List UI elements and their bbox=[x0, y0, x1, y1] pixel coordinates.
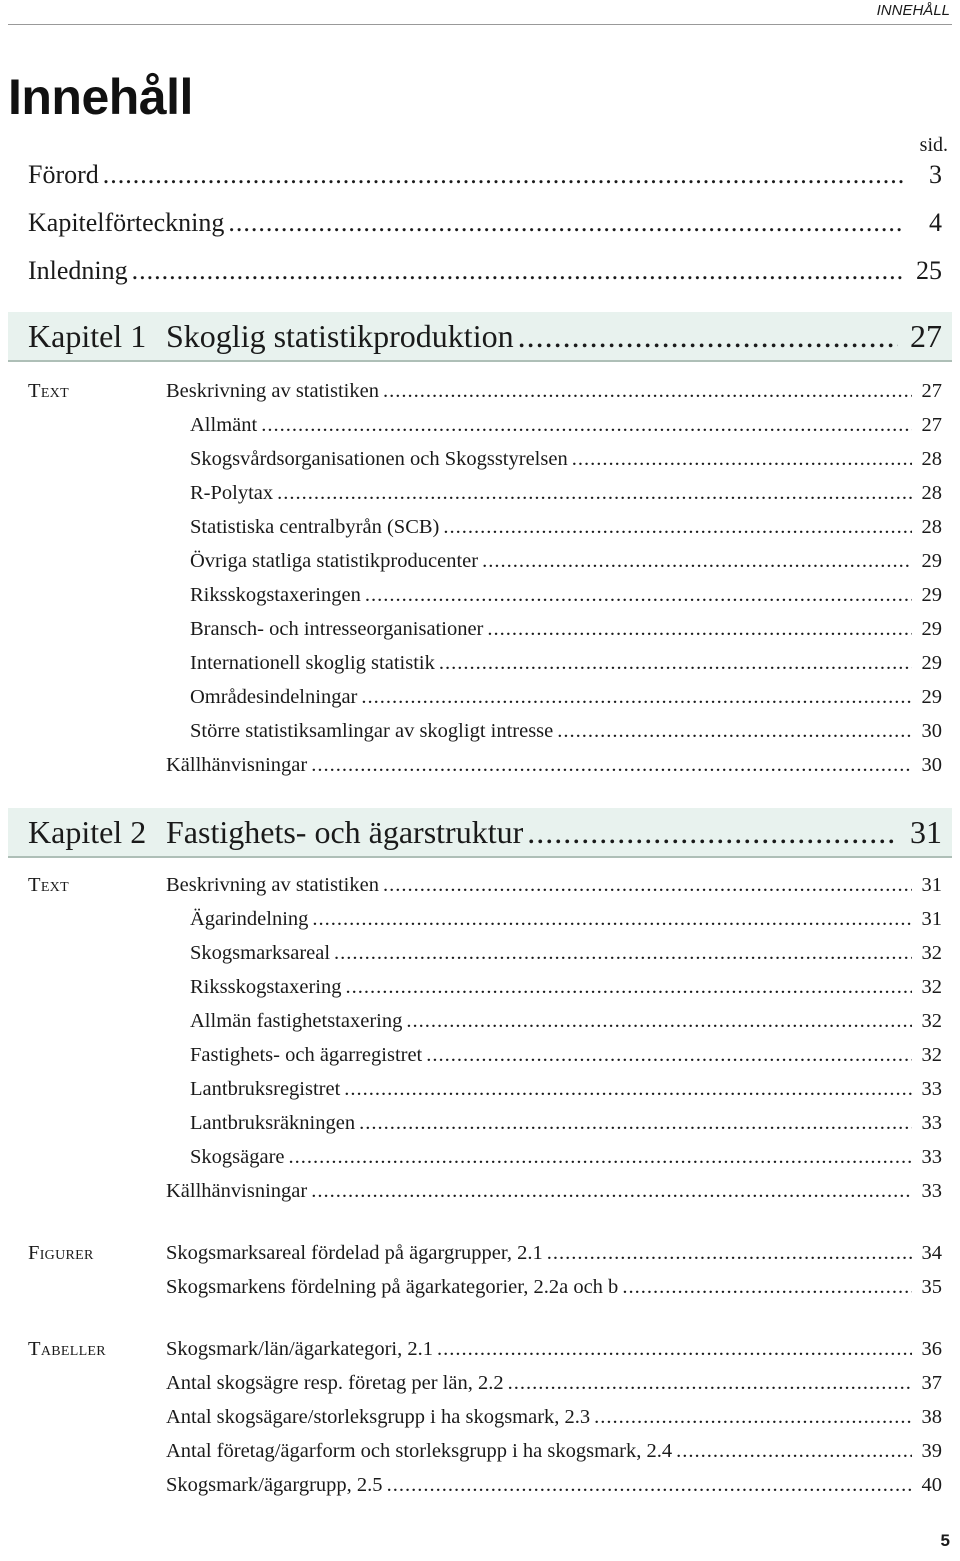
leader-dots bbox=[312, 908, 912, 931]
toc-entry[interactable] bbox=[190, 482, 942, 505]
leader-dots bbox=[103, 160, 904, 190]
chapter-page: 27 bbox=[910, 318, 942, 354]
toc-entry-table[interactable] bbox=[166, 1440, 942, 1463]
chapter-title: Skoglig statistikproduktion bbox=[166, 318, 514, 354]
leader-dots bbox=[437, 1338, 912, 1361]
chapter-title: Fastighets- och ägarstruktur bbox=[166, 814, 524, 850]
leader-dots bbox=[406, 1010, 912, 1033]
toc-entry-label: Skogsvårdsorganisationen och Skogsstyrelsen bbox=[190, 448, 568, 470]
toc-entry-label: Skogsmark/län/ägarkategori, 2.1 bbox=[166, 1338, 434, 1360]
toc-entry-label: Antal företag/ägarform och storleksgrupp i ha skogsmark, 2.4 bbox=[166, 1440, 673, 1462]
toc-entry[interactable] bbox=[166, 1180, 942, 1203]
toc-entry[interactable] bbox=[190, 618, 942, 641]
toc-entry-label: Källhänvisningar bbox=[166, 1180, 308, 1202]
toc-entry-label: Förord bbox=[28, 160, 99, 189]
toc-entry[interactable] bbox=[166, 754, 942, 777]
toc-entry-page: 37 bbox=[921, 1372, 942, 1394]
toc-entry-label: Inledning bbox=[28, 256, 128, 285]
leader-dots bbox=[487, 618, 912, 641]
toc-entry-page: 27 bbox=[921, 380, 942, 402]
toc-entry-page: 29 bbox=[921, 686, 942, 708]
section-label-tables: Tabeller bbox=[28, 1338, 106, 1360]
toc-entry-label: Större statistiksamlingar av skogligt intresse bbox=[190, 720, 554, 742]
leader-dots bbox=[359, 1112, 912, 1135]
toc-entry-label: Skogsmarksareal bbox=[190, 942, 331, 964]
toc-entry-page: 30 bbox=[921, 720, 942, 742]
toc-entry-label: Antal skogsägre resp. företag per län, 2.2 bbox=[166, 1372, 504, 1394]
leader-dots bbox=[518, 318, 898, 355]
toc-entry-figure[interactable] bbox=[166, 1242, 942, 1265]
toc-entry-page: 28 bbox=[921, 516, 942, 538]
toc-entry-page: 3 bbox=[929, 160, 942, 189]
leader-dots bbox=[557, 720, 912, 743]
leader-dots bbox=[572, 448, 912, 471]
toc-entry-page: 33 bbox=[921, 1078, 942, 1100]
toc-entry-page: 35 bbox=[921, 1276, 942, 1298]
toc-entry-page: 33 bbox=[921, 1112, 942, 1134]
toc-entry-table[interactable] bbox=[166, 1474, 942, 1497]
toc-entry-page: 25 bbox=[916, 256, 942, 285]
toc-entry-label: Bransch- och intresseorganisationer bbox=[190, 618, 484, 640]
leader-dots bbox=[228, 208, 904, 238]
toc-entry-page: 28 bbox=[921, 482, 942, 504]
leader-dots bbox=[345, 976, 912, 999]
toc-entry-label: Riksskogstaxering bbox=[190, 976, 342, 998]
toc-entry-label: Övriga statliga statistikproducenter bbox=[190, 550, 479, 572]
leader-dots bbox=[443, 516, 912, 539]
toc-entry-page: 32 bbox=[921, 976, 942, 998]
leader-dots bbox=[383, 874, 912, 897]
toc-entry-kapitelforteckning[interactable] bbox=[28, 208, 942, 238]
chapter-heading-2[interactable] bbox=[8, 808, 952, 858]
toc-entry[interactable] bbox=[190, 550, 942, 573]
toc-entry[interactable] bbox=[190, 584, 942, 607]
leader-dots bbox=[439, 652, 912, 675]
toc-entry[interactable] bbox=[166, 874, 942, 897]
leader-dots bbox=[365, 584, 912, 607]
leader-dots bbox=[344, 1078, 912, 1101]
toc-entry-page: 32 bbox=[921, 1010, 942, 1032]
toc-entry[interactable] bbox=[190, 1146, 942, 1169]
toc-entry-label: Antal skogsägare/storleksgrupp i ha skogsmark, 2.3 bbox=[166, 1406, 591, 1428]
toc-entry-page: 28 bbox=[921, 448, 942, 470]
chapter-number: Kapitel 1 bbox=[28, 318, 147, 354]
leader-dots bbox=[676, 1440, 912, 1463]
toc-entry-page: 31 bbox=[921, 874, 942, 896]
leader-dots bbox=[527, 814, 898, 851]
toc-entry-page: 32 bbox=[921, 942, 942, 964]
toc-entry-label: Ägarindelning bbox=[190, 908, 309, 930]
chapter-number: Kapitel 2 bbox=[28, 814, 147, 850]
chapter-page: 31 bbox=[910, 814, 942, 850]
toc-entry-page: 29 bbox=[921, 618, 942, 640]
toc-entry-page: 30 bbox=[921, 754, 942, 776]
toc-entry-label: Beskrivning av statistiken bbox=[166, 874, 379, 896]
toc-entry[interactable] bbox=[190, 720, 942, 743]
toc-entry-label: Fastighets- och ägarregistret bbox=[190, 1044, 423, 1066]
toc-entry-label: Skogsägare bbox=[190, 1146, 285, 1168]
page-column-label: sid. bbox=[919, 134, 948, 156]
leader-dots bbox=[622, 1276, 912, 1299]
toc-entry-page: 29 bbox=[921, 584, 942, 606]
toc-entry-page: 29 bbox=[921, 652, 942, 674]
toc-entry-label: Riksskogstaxeringen bbox=[190, 584, 361, 606]
section-label-text: Text bbox=[28, 380, 69, 402]
leader-dots bbox=[361, 686, 912, 709]
leader-dots bbox=[383, 380, 912, 403]
toc-entry-forord[interactable] bbox=[28, 160, 942, 190]
toc-entry-page: 38 bbox=[921, 1406, 942, 1428]
section-label-figures: Figurer bbox=[28, 1242, 94, 1264]
toc-entry-label: Källhänvisningar bbox=[166, 754, 308, 776]
toc-entry-page: 32 bbox=[921, 1044, 942, 1066]
toc-entry-label: R-Polytax bbox=[190, 482, 274, 504]
toc-entry[interactable] bbox=[190, 414, 942, 437]
leader-dots bbox=[334, 942, 912, 965]
page-number: 5 bbox=[940, 1531, 950, 1550]
toc-entry-inledning[interactable] bbox=[28, 256, 942, 286]
toc-entry-table[interactable] bbox=[166, 1406, 942, 1429]
toc-entry[interactable] bbox=[190, 516, 942, 539]
toc-entry[interactable] bbox=[190, 1010, 942, 1033]
chapter-heading-1[interactable] bbox=[8, 312, 952, 362]
toc-entry-label: Lantbruksräkningen bbox=[190, 1112, 356, 1134]
toc-entry[interactable] bbox=[190, 908, 942, 931]
leader-dots bbox=[387, 1474, 912, 1497]
toc-entry-page: 39 bbox=[921, 1440, 942, 1462]
toc-entry[interactable] bbox=[190, 1078, 942, 1101]
toc-entry-page: 4 bbox=[929, 208, 942, 237]
toc-entry-page: 31 bbox=[921, 908, 942, 930]
toc-entry-page: 29 bbox=[921, 550, 942, 572]
toc-entry-table[interactable] bbox=[166, 1372, 942, 1395]
toc-entry-page: 40 bbox=[921, 1474, 942, 1496]
page-title: Innehåll bbox=[8, 69, 193, 125]
leader-dots bbox=[311, 754, 912, 777]
toc-entry[interactable] bbox=[190, 976, 942, 999]
toc-entry-label: Internationell skoglig statistik bbox=[190, 652, 435, 674]
toc-entry-page: 33 bbox=[921, 1180, 942, 1202]
leader-dots bbox=[482, 550, 912, 573]
leader-dots bbox=[311, 1180, 912, 1203]
toc-entry-page: 27 bbox=[921, 414, 942, 436]
toc-entry-page: 36 bbox=[921, 1338, 942, 1360]
toc-entry-label: Allmän fastighetstaxering bbox=[190, 1010, 403, 1032]
toc-entry[interactable] bbox=[190, 448, 942, 471]
toc-entry-label: Skogsmarksareal fördelad på ägargrupper, 2.1 bbox=[166, 1242, 543, 1264]
leader-dots bbox=[547, 1242, 912, 1265]
toc-entry[interactable] bbox=[190, 1044, 942, 1067]
toc-entry[interactable] bbox=[190, 1112, 942, 1135]
toc-entry-label: Skogsmarkens fördelning på ägarkategorier, 2.2a och b bbox=[166, 1276, 619, 1298]
leader-dots bbox=[277, 482, 912, 505]
leader-dots bbox=[132, 256, 904, 286]
toc-entry-label: Beskrivning av statistiken bbox=[166, 380, 379, 402]
leader-dots bbox=[426, 1044, 912, 1067]
leader-dots bbox=[594, 1406, 912, 1429]
toc-entry-label: Kapitelförteckning bbox=[28, 208, 225, 237]
leader-dots bbox=[261, 414, 912, 437]
toc-entry-table[interactable] bbox=[166, 1338, 942, 1361]
toc-entry[interactable] bbox=[166, 380, 942, 403]
leader-dots bbox=[508, 1372, 912, 1395]
toc-entry[interactable] bbox=[190, 942, 942, 965]
toc-entry-figure[interactable] bbox=[166, 1276, 942, 1299]
toc-entry[interactable] bbox=[190, 686, 942, 709]
toc-entry-label: Skogsmark/ägargrupp, 2.5 bbox=[166, 1474, 383, 1496]
section-label-text: Text bbox=[28, 874, 69, 896]
toc-entry[interactable] bbox=[190, 652, 942, 675]
running-head-rule bbox=[8, 24, 952, 25]
leader-dots bbox=[289, 1146, 912, 1169]
toc-entry-page: 33 bbox=[921, 1146, 942, 1168]
toc-entry-label: Lantbruksregistret bbox=[190, 1078, 341, 1100]
toc-entry-page: 34 bbox=[921, 1242, 942, 1264]
toc-entry-label: Statistiska centralbyrån (SCB) bbox=[190, 516, 440, 538]
toc-entry-label: Områdesindelningar bbox=[190, 686, 358, 708]
toc-entry-label: Allmänt bbox=[190, 414, 258, 436]
running-head: INNEHÅLL bbox=[876, 2, 950, 19]
